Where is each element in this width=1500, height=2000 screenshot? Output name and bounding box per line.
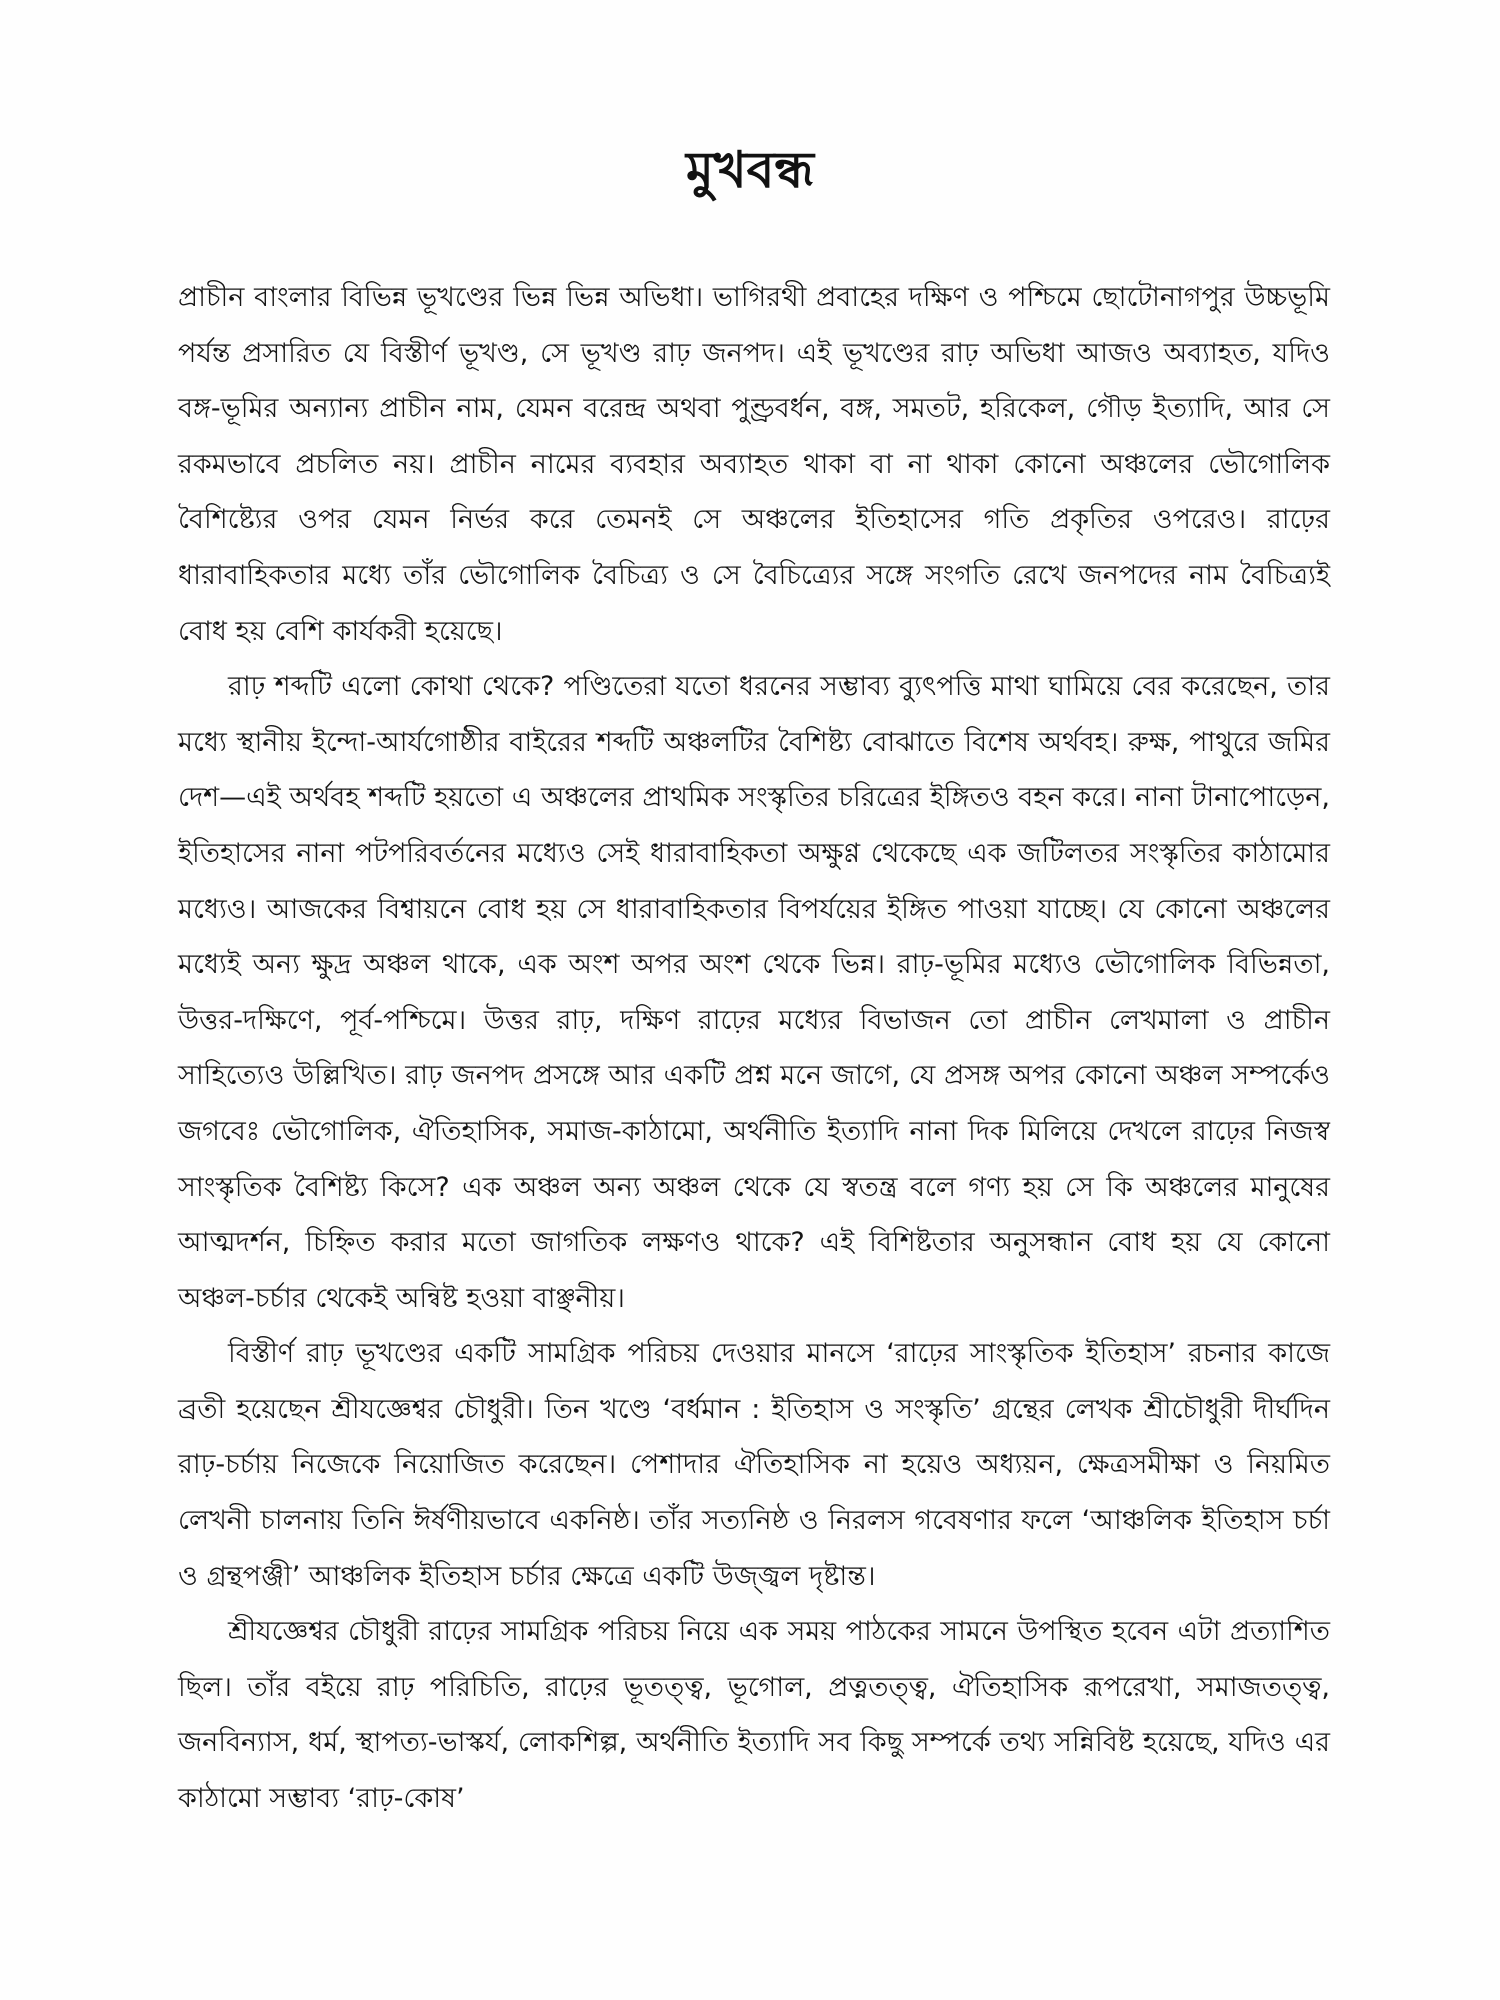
- paragraph-4: শ্রীযজ্ঞেশ্বর চৌধুরী রাঢ়ের সামগ্রিক পরিচয় নিয়ে এক সময় পাঠকের সামনে উপস্থিত হবেন এটা প্রত্যাশিত ছিল। তাঁর বইয়ে রাঢ় পরিচিতি, রাঢ়ের ভূতত্ত্ব, ভূগোল, প্রত্নতত্ত্ব, ঐতিহাসিক রূপরেখা, সমাজতত্ত্ব, জনবিন্যাস, ধর্ম, স্থাপত্য-ভাস্কর্য, লোকশিল্প, অর্থনীতি ইত্যাদি সব কিছু সম্পর্কে তথ্য সন্নিবিষ্ট হয়েছে, যদিও এর কাঠামো সম্ভাব্য ‘রাঢ়-কোষ’: [178, 1616, 1330, 1815]
- page-title: মুখবন্ধ: [685, 141, 815, 199]
- paragraph-1: প্রাচীন বাংলার বিভিন্ন ভূখণ্ডের ভিন্ন ভিন্ন অভিধা। ভাগিরথী প্রবাহের দক্ষিণ ও পশ্চিমে ছোটোনাগপুর উচ্চভূমি পর্যন্ত প্রসারিত যে বিস্তীর্ণ ভূখণ্ড, সে ভূখণ্ড রাঢ় জনপদ। এই ভূখণ্ডের রাঢ় অভিধা আজও অব্যাহত, যদিও বঙ্গ-ভূমির অন্যান্য প্রাচীন নাম, যেমন বরেন্দ্র অথবা পুণ্ড্রবর্ধন, বঙ্গ, সমতট, হরিকেল, গৌড় ইত্যাদি, আর সে রকমভাবে প্রচলিত নয়। প্রাচীন নামের ব্যবহার অব্যাহত থাকা বা না থাকা কোনো অঞ্চলের ভৌগোলিক বৈশিষ্ট্যের ওপর যেমন নির্ভর করে তেমনই সে অঞ্চলের ইতিহাসের গতি প্রকৃতির ওপরেও। রাঢ়ের ধারাবাহিকতার মধ্যে তাঁর ভৌগোলিক বৈচিত্র্য ও সে বৈচিত্র্যের সঙ্গে সংগতি রেখে জনপদের নাম বৈচিত্র্যই বোধ হয় বেশি কার্যকরী হয়েছে।: [178, 282, 1330, 647]
- paragraph-2: রাঢ় শব্দটি এলো কোথা থেকে? পণ্ডিতেরা যতো ধরনের সম্ভাব্য ব্যুৎপত্তি মাথা ঘামিয়ে বের করেছেন, তার মধ্যে স্থানীয় ইন্দো-আর্যগোষ্ঠীর বাইরের শব্দটি অঞ্চলটির বৈশিষ্ট্য বোঝাতে বিশেষ অর্থবহ। রুক্ষ, পাথুরে জমির দেশ—এই অর্থবহ শব্দটি হয়তো এ অঞ্চলের প্রাথমিক সংস্কৃতির চরিত্রের ইঙ্গিতও বহন করে। নানা টানাপোড়েন, ইতিহাসের নানা পটপরিবর্তনের মধ্যেও সেই ধারাবাহিকতা অক্ষুণ্ণ থেকেছে এক জটিলতর সংস্কৃতির কাঠামোর মধ্যেও। আজকের বিশ্বায়নে বোধ হয় সে ধারাবাহিকতার বিপর্যয়ের ইঙ্গিত পাওয়া যাচ্ছে। যে কোনো অঞ্চলের মধ্যেই অন্য ক্ষুদ্র অঞ্চল থাকে, এক অংশ অপর অংশ থেকে ভিন্ন। রাঢ়-ভূমির মধ্যেও ভৌগোলিক বিভিন্নতা, উত্তর-দক্ষিণে, পূর্ব-পশ্চিমে। উত্তর রাঢ়, দক্ষিণ রাঢ়ের মধ্যের বিভাজন তো প্রাচীন লেখমালা ও প্রাচীন সাহিত্যেও উল্লিখিত। রাঢ় জনপদ প্রসঙ্গে আর একটি প্রশ্ন মনে জাগে, যে প্রসঙ্গ অপর কোনো অঞ্চল সম্পর্কেও জগবেঃ ভৌগোলিক, ঐতিহাসিক, সমাজ-কাঠামো, অর্থনীতি ইত্যাদি নানা দিক মিলিয়ে দেখলে রাঢ়ের নিজস্ব সাংস্কৃতিক বৈশিষ্ট্য কিসে? এক অঞ্চল অন্য অঞ্চল থেকে যে স্বতন্ত্র বলে গণ্য হয় সে কি অঞ্চলের মানুষের আত্মদর্শন, চিহ্নিত করার মতো জাগতিক লক্ষণও থাকে? এই বিশিষ্টতার অনুসন্ধান বোধ হয় যে কোনো অঞ্চল-চর্চার থেকেই অন্বিষ্ট হওয়া বাঞ্ছনীয়।: [178, 671, 1330, 1314]
- paragraph-3: বিস্তীর্ণ রাঢ় ভূখণ্ডের একটি সামগ্রিক পরিচয় দেওয়ার মানসে ‘রাঢ়ের সাংস্কৃতিক ইতিহাস’ রচনার কাজে ব্রতী হয়েছেন শ্রীযজ্ঞেশ্বর চৌধুরী। তিন খণ্ডে ‘বর্ধমান : ইতিহাস ও সংস্কৃতি’ গ্রন্থের লেখক শ্রীচৌধুরী দীর্ঘদিন রাঢ়-চর্চায় নিজেকে নিয়োজিত করেছেন। পেশাদার ঐতিহাসিক না হয়েও অধ্যয়ন, ক্ষেত্রসমীক্ষা ও নিয়মিত লেখনী চালনায় তিনি ঈর্ষণীয়ভাবে একনিষ্ঠ। তাঁর সত্যনিষ্ঠ ও নিরলস গবেষণার ফলে ‘আঞ্চলিক ইতিহাস চর্চা ও গ্রন্থপঞ্জী’ আঞ্চলিক ইতিহাস চর্চার ক্ষেত্রে একটি উজ্জ্বল দৃষ্টান্ত।: [178, 1338, 1330, 1592]
- body-text: [178, 270, 1330, 1827]
